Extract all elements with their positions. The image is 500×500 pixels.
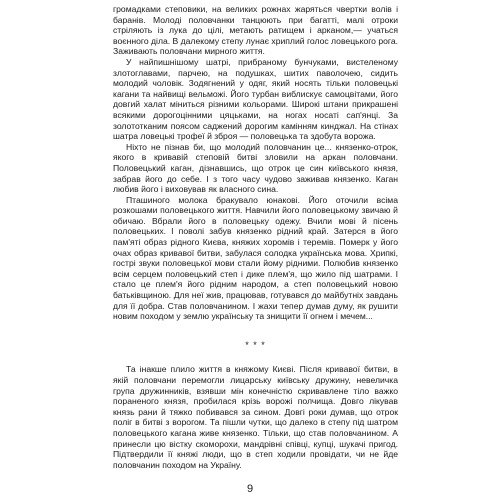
paragraph-3: Ніхто не пізнав би, що молодий половчанин це... князенко-отрок, якого в кривавій степовій битві зловили на аркан половчани. Половецький каган, дізнавшись, що отрок це син київського князя, забрав його до себе. І з того часу чудово заживав князенко. Каган любив його і виховував як власного сина.: [113, 141, 398, 195]
paragraph-4: Пташиного молока бракувало юнакові. Його оточили всіма розкошами половецького життя. Навчили його половецькому звичаю й обичаю. Вбрали його в половецьку одежу. Вчили мові й пісень половецьких. І поволі забув князенко рідний край. Затерся в його пам'яті образ рідного Києва, княжих хоромів і теремів. Померк у його очах образ кривавої битви, забулася солодка українська мова. Хрипкі, гострі звуки половецької мови стали йому рідними. Полюбив князенко всім серцем половецький степ і дике плем'я, що жило під шатрами. І стало це плем'я його рідним народом, а степ половецький новою батьківщиною. Для неї жив, працював, готувався до майбутніх завдань для її добра. Став половчанином. І жахи тепер думав думу, як рушити новим походом у землю українську та знищити її огнем і мечем...: [113, 194, 398, 322]
text-column: [113, 4, 398, 470]
page-number: 9: [246, 483, 254, 495]
paragraph-5: Та інакше плило життя в княжому Києві. Після кривавої битви, в якій половчани перемогли лицарську київську дружину, невеличка група дружинників, взявши мін конечністю скривавлене тіло важко пораненого князя, пробилася крізь ворожі полчища. Довго лікував князь рани й тяжко побивався за сином. Довгі роки думав, що отрок поліг в битві з ворогом. Та пішли чутки, що далеко в степу під шатром половецького кагана живе князенко. Тільки, що став половчанином. А принесли цю вістку скоморохи, мандрівні співці, купці, шукачі пригод. Підтвердили її княжі люди, що в степ ходили провідати, чи не йде половчанин походом на Україну.: [113, 364, 398, 470]
paragraph-1: громадками степовики, на великих рожнах жаряться чвертки волів і баранів. Молоді половчанки танцюють при багатті, малі отроки стріляють із лука до цілі, метають ратищем і арканом,— учаться воєнного діла. В далекому степу лунає хриплий голос ловецького рога. Заживають половчани мирного життя.: [113, 4, 399, 57]
section-separator: * * *: [245, 339, 266, 350]
paragraph-2: У найпишнішому шатрі, прибраному бунчуками, вистеленому злотоглавами, парчею, на подушках, шитих паволочею, сидить молодий чоловік. Зодягнений у одяг, який носять тільки половецькі кагани та найвищі вельможі. Його турбан виблискує самоцвітами, його довгий халат міниться різними кольорами. Широкі штани прикрашені всякими дорогоцінними цяцьками, на ногах носаті сап'янці. За золототканим поясом саджений дорогим камінням кинджал. На стінах шатра ловецькі трофеї й зброя — половецька та здобута ворожа.: [113, 56, 398, 142]
